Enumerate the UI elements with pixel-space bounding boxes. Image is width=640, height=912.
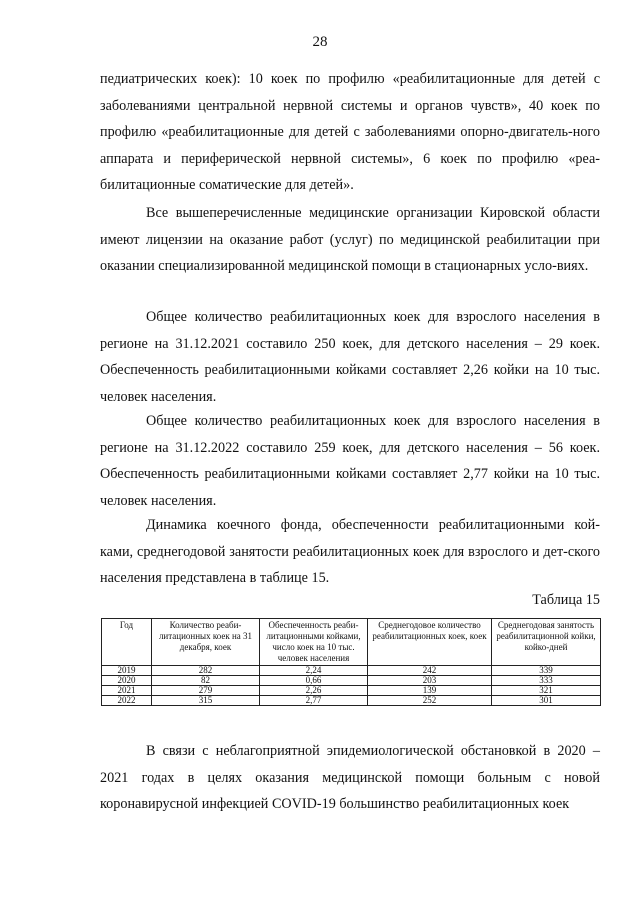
cell-year: 2019 [102, 666, 152, 676]
table-row [102, 666, 601, 676]
cell-avg-bed-count: 252 [368, 696, 492, 706]
table-caption: Таблица 15 [532, 592, 600, 608]
paragraph-1: педиатрических коек): 10 коек по профилю «реабилитационные для детей с заболеваниями центральной нервной системы и органов чувств», 40 коек по профилю «реабилитационные для детей с заболеваниями опорно-двигатель-ного аппарата и периферической нервной системы», 6 коек по профилю «реа-билитационные соматические для детей». [100, 71, 600, 193]
cell-avg-occupancy: 321 [492, 686, 601, 696]
cell-avg-bed-count: 139 [368, 686, 492, 696]
cell-year: 2021 [102, 686, 152, 696]
header-bed-count: Количество реаби-литационных коек на 31 декабря, коек [152, 619, 260, 666]
cell-bed-provision: 2,24 [260, 666, 368, 676]
paragraph-2: Все вышеперечисленные медицинские организации Кировской области имеют лицензии на оказание работ (услуг) по медицинской реабилитации при оказании специализированной медицинской помощи в стационарных усло-виях. [100, 205, 600, 274]
paragraph-3: Общее количество реабилитационных коек для взрослого населения в регионе на 31.12.2021 составило 250 коек, для детского населения – 29 коек. Обеспеченность реабилитационными койками составляет 2,26 койки на 10 тыс. человек населения. [100, 309, 600, 405]
cell-avg-bed-count: 203 [368, 676, 492, 686]
header-avg-bed-count: Среднегодовое количество реабилитационных коек, коек [368, 619, 492, 666]
header-year: Год [102, 619, 152, 666]
cell-bed-provision: 2,26 [260, 686, 368, 696]
cell-year: 2020 [102, 676, 152, 686]
table-row [102, 696, 601, 706]
paragraph-5: Динамика коечного фонда, обеспеченности реабилитационными кой-ками, среднегодовой занятости реабилитационных коек для взрослого и дет-ского населения представлена в таблице 15. [100, 517, 600, 586]
table-row [102, 676, 601, 686]
cell-bed-count: 282 [152, 666, 260, 676]
cell-bed-provision: 2,77 [260, 696, 368, 706]
cell-avg-occupancy: 301 [492, 696, 601, 706]
cell-bed-count: 82 [152, 676, 260, 686]
cell-avg-bed-count: 242 [368, 666, 492, 676]
cell-bed-count: 279 [152, 686, 260, 696]
cell-bed-count: 315 [152, 696, 260, 706]
table-row [102, 686, 601, 696]
table-header-row [102, 619, 601, 666]
table-15 [101, 618, 601, 706]
paragraph-6: В связи с неблагоприятной эпидемиологической обстановкой в 2020 – 2021 годах в целях оказания медицинской помощи больным с новой коронавирусной инфекцией COVID-19 большинство реабилитационных коек [100, 743, 600, 812]
header-avg-occupancy: Среднегодовая занятость реабилитационной койки, койко-дней [492, 619, 601, 666]
cell-bed-provision: 0,66 [260, 676, 368, 686]
cell-avg-occupancy: 333 [492, 676, 601, 686]
paragraph-4: Общее количество реабилитационных коек для взрослого населения в регионе на 31.12.2022 составило 259 коек, для детского населения – 56 коек. Обеспеченность реабилитационными койками составляет 2,77 койки на 10 тыс. человек населения. [100, 413, 600, 509]
page-number: 28 [312, 34, 328, 50]
header-bed-provision: Обеспеченность реаби-литационными койками, число коек на 10 тыс. человек населения [260, 619, 368, 666]
cell-avg-occupancy: 339 [492, 666, 601, 676]
cell-year: 2022 [102, 696, 152, 706]
